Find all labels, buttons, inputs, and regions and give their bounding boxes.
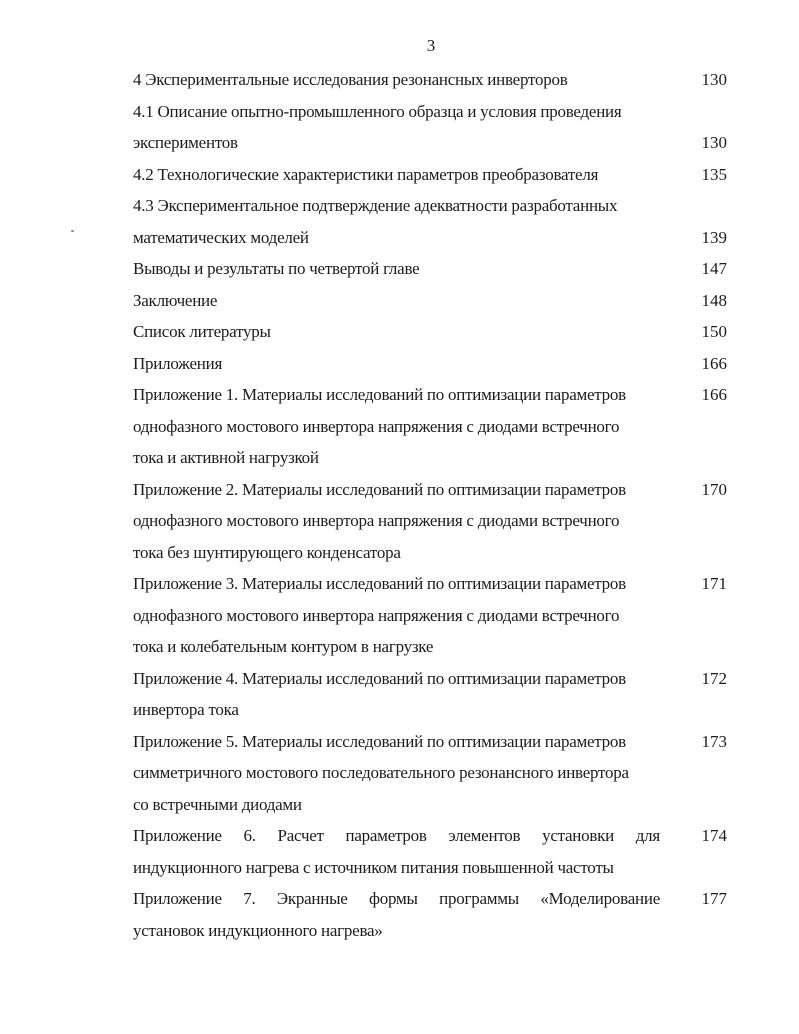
toc-row [133,190,727,222]
toc-line-text: установок индукционного нагрева» [133,920,383,940]
toc-entry [133,285,727,317]
toc-row [133,663,727,695]
toc-entry [133,190,727,253]
toc-line-text: инвертора тока [133,700,239,719]
toc-row [133,789,727,821]
toc-page-number: 148 [701,290,727,310]
toc-line-text: Приложение 6. Расчет параметров элементов установки для [133,826,660,845]
toc-line-text: со встречными диодами [133,794,302,814]
toc-row [133,694,727,726]
page-number: 3 [426,36,436,55]
toc-line-text: однофазного мостового инвертора напряжения с диодами встречного [133,511,620,530]
toc-line-text: Приложение 7. Экранные формы программы «Моделирование [133,889,660,908]
toc-row [133,316,727,348]
toc-page-number: 177 [701,889,727,908]
toc-row [133,505,727,537]
toc-line-text: математических моделей [133,227,309,247]
toc-line-text: индукционного нагрева с источником питания повышенной частоты [133,857,614,877]
toc-line-text: однофазного мостового инвертора напряжения с диодами встречного [133,605,620,625]
toc-line-text: Приложение 4. Материалы исследований по оптимизации параметров [133,668,626,688]
toc-page-number: 139 [701,227,727,247]
toc-entry [133,663,727,726]
toc-row [133,348,727,380]
toc-row [133,537,727,569]
toc-line-text: Заключение [133,290,218,310]
toc-row [133,222,727,254]
toc-row [133,442,727,474]
toc-row [133,285,727,317]
toc-row [133,127,727,159]
toc-page-number: 147 [701,259,727,278]
toc-entry [133,348,727,380]
toc-line-text: Выводы и результаты по четвертой главе [133,259,420,278]
toc-line-text: 4 Экспериментальные исследования резонансных инверторов [133,70,568,89]
toc-row [133,600,727,632]
toc-line-text: Приложение 5. Материалы исследований по оптимизации параметров [133,731,626,751]
toc-line-text: Приложение 3. Материалы исследований по оптимизации параметров [133,574,626,593]
toc-line-text: однофазного мостового инвертора напряжения с диодами встречного [133,416,620,436]
toc-line-text: 4.2 Технологические характеристики параметров преобразователя [133,164,599,184]
toc-page-number: 166 [701,385,727,404]
toc-line-text: симметричного мостового последовательного резонансного инвертора [133,763,629,782]
toc-line-text: Приложение 2. Материалы исследований по оптимизации параметров [133,479,626,499]
toc-row [133,852,727,884]
toc-page-number: 130 [701,133,727,152]
toc-entry [133,726,727,821]
toc-row [133,253,727,285]
toc-row [133,411,727,443]
toc-row [133,820,727,852]
toc-line-text: 4.1 Описание опытно-промышленного образца и условия проведения [133,101,622,121]
toc-page-number: 170 [701,479,727,499]
toc-row [133,159,727,191]
toc-line-text: Приложение 1. Материалы исследований по оптимизации параметров [133,385,626,404]
toc-entry [133,568,727,663]
toc-row [133,757,727,789]
scan-artifact-speck [71,230,74,232]
toc-row [133,631,727,663]
toc-page-number: 172 [701,668,727,688]
toc-entry [133,379,727,474]
toc-line-text: экспериментов [133,133,238,152]
toc-entry [133,253,727,285]
toc-line-text: Список литературы [133,322,271,341]
toc-page-number: 135 [701,164,727,184]
toc-line-text: тока и колебательным контуром в нагрузке [133,637,434,656]
toc-row [133,96,727,128]
toc-entry [133,316,727,348]
toc-row [133,64,727,96]
toc-row [133,474,727,506]
toc-page-number: 166 [701,353,727,373]
toc-line-text: Приложения [133,353,223,373]
toc-entry [133,474,727,569]
toc-row [133,379,727,411]
toc-page-number: 174 [701,826,727,845]
toc-line-text: 4.3 Экспериментальное подтверждение адекватности разработанных [133,196,618,215]
toc-page-number: 130 [701,70,727,89]
toc-row [133,915,727,947]
toc-line-text: тока и активной нагрузкой [133,448,319,467]
toc-row [133,568,727,600]
table-of-contents [133,64,727,946]
toc-entry [133,64,727,96]
toc-page-number: 173 [701,731,727,751]
toc-entry [133,820,727,883]
toc-page-number: 171 [701,574,727,593]
toc-entry [133,883,727,946]
toc-row [133,883,727,915]
toc-entry [133,159,727,191]
toc-entry [133,96,727,159]
toc-row [133,726,727,758]
toc-line-text: тока без шунтирующего конденсатора [133,542,401,562]
toc-page-number: 150 [701,322,727,341]
